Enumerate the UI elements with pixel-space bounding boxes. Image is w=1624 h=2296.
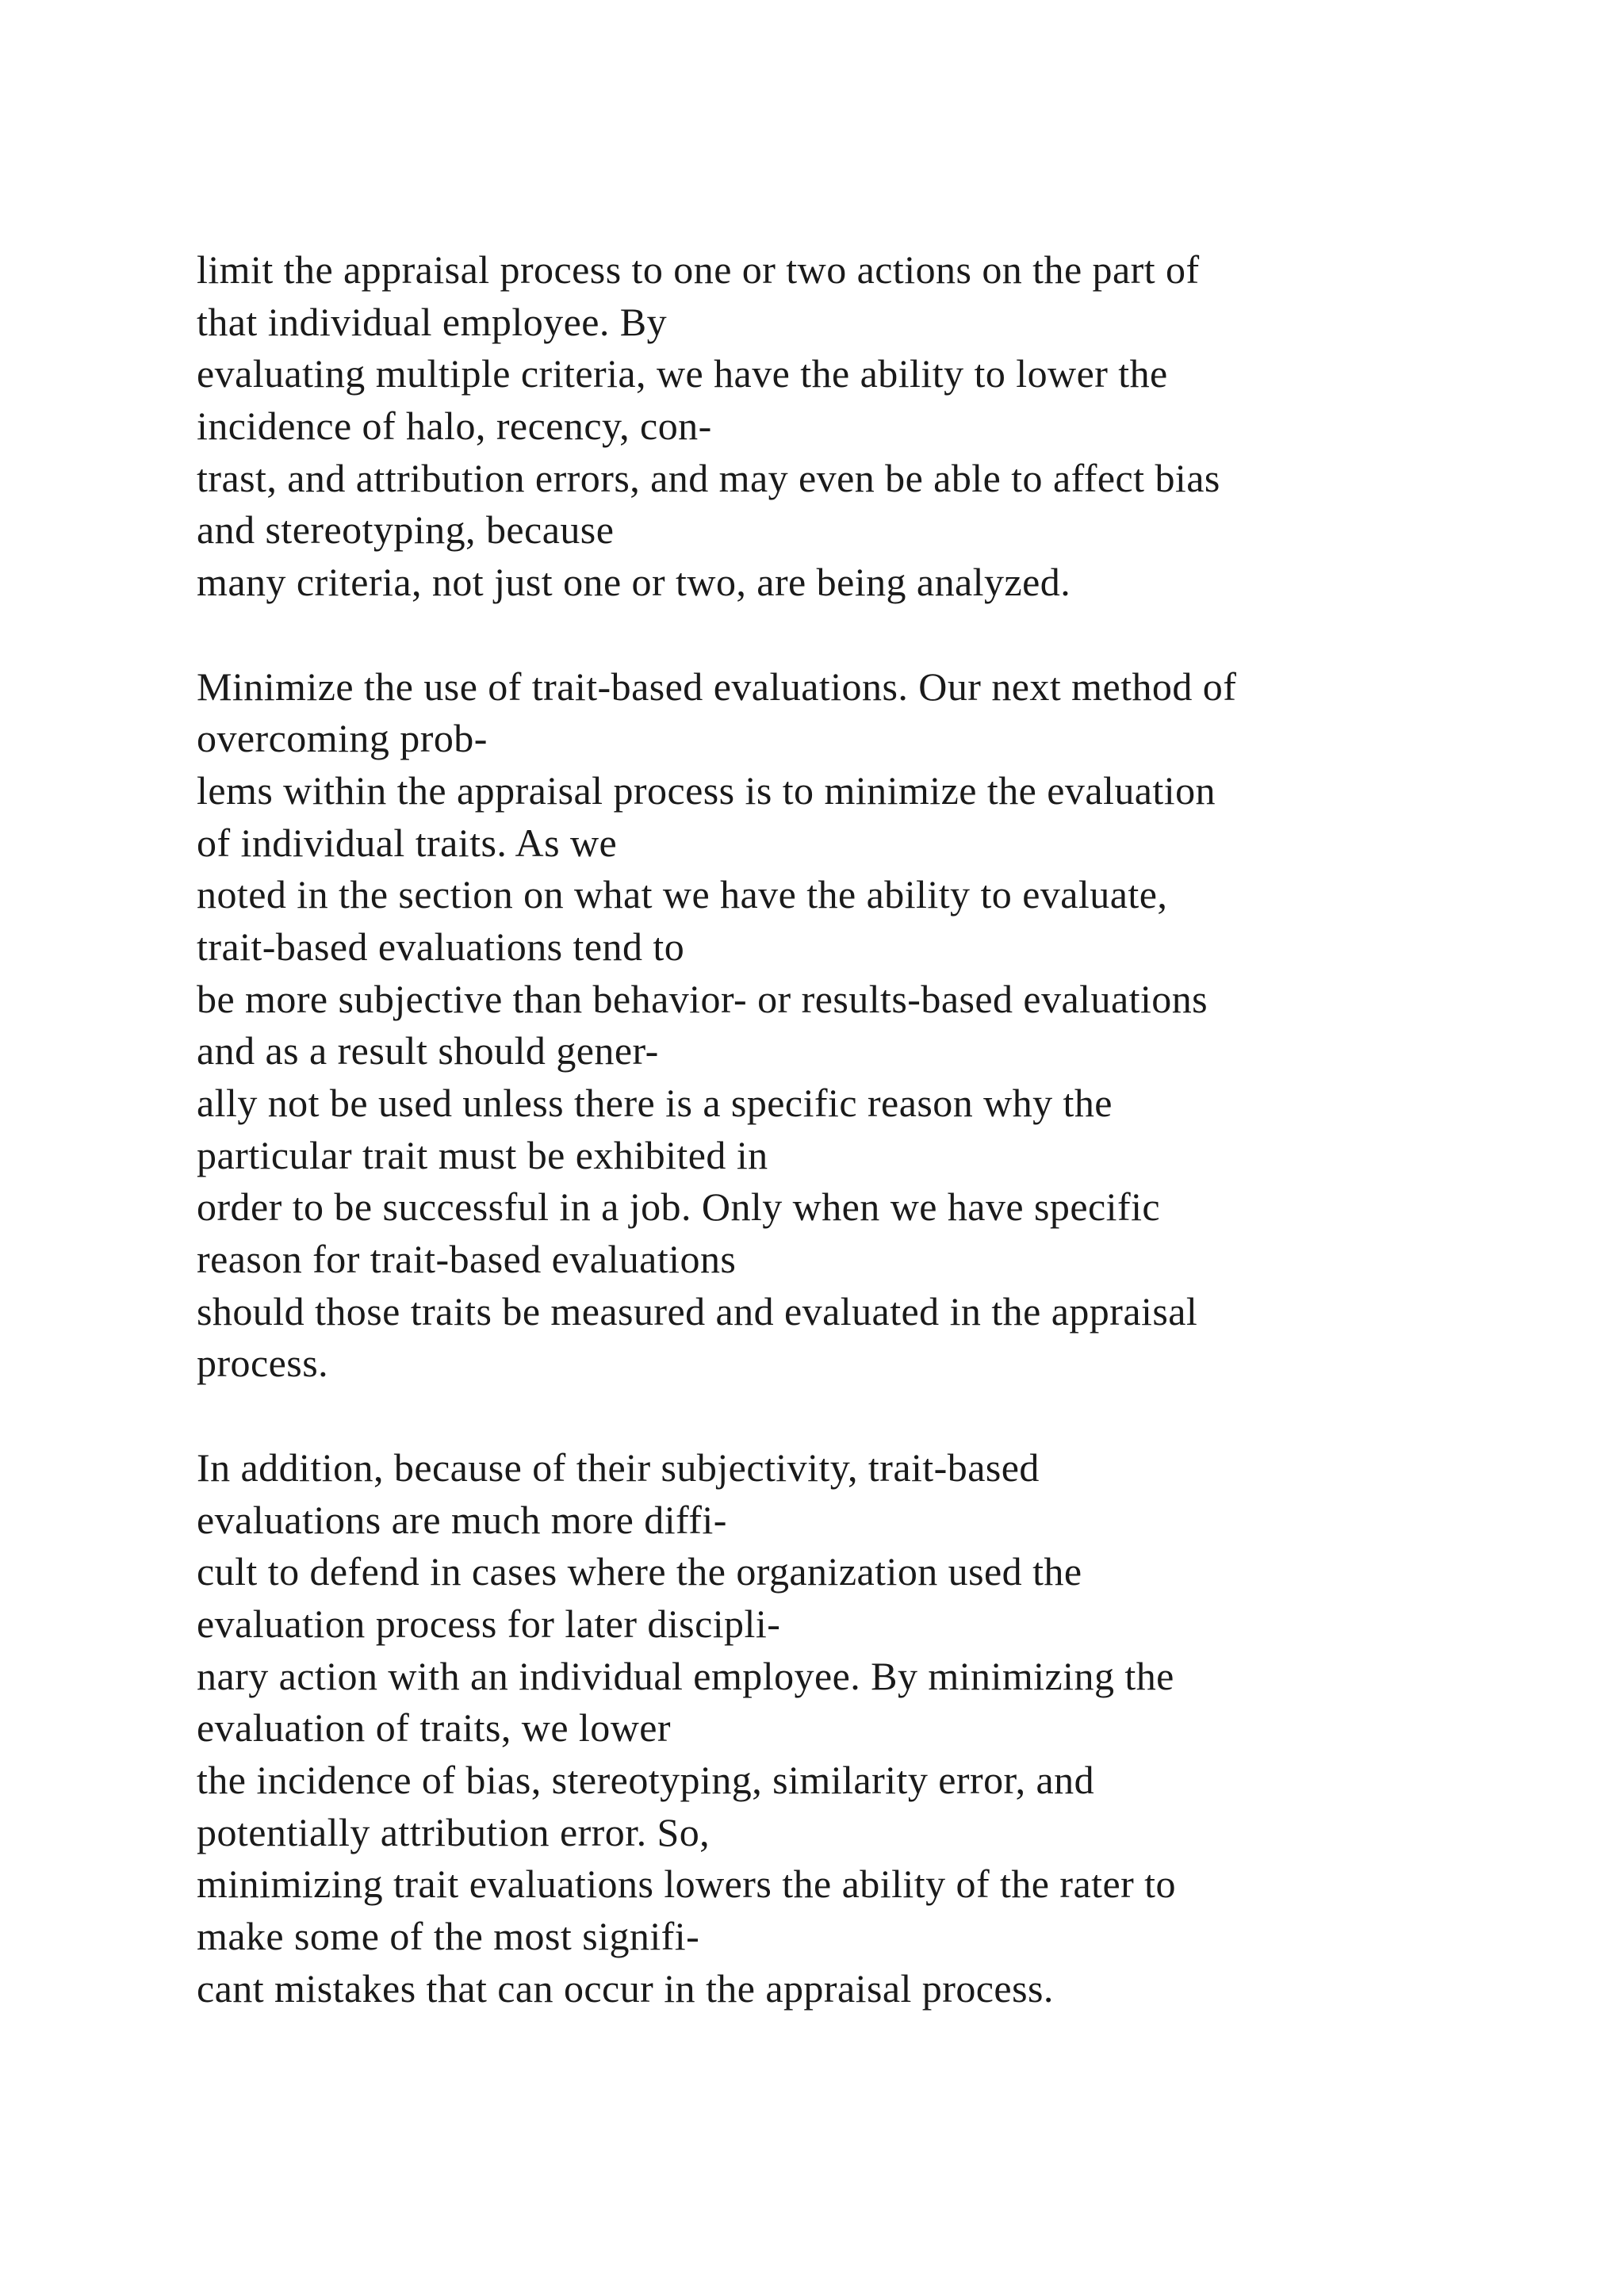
text-line: cult to defend in cases where the organization used the bbox=[197, 1549, 1082, 1594]
text-line: and stereotyping, because bbox=[197, 507, 615, 553]
text-line: that individual employee. By bbox=[197, 299, 668, 344]
text-line: ally not be used unless there is a specific reason why the bbox=[197, 1081, 1113, 1125]
text-line: Minimize the use of trait-based evaluations. Our next method of bbox=[197, 664, 1237, 709]
text-line: trast, and attribution errors, and may even be able to affect bias bbox=[197, 455, 1220, 500]
text-line: evaluation of traits, we lower bbox=[197, 1705, 672, 1751]
text-line: many criteria, not just one or two, are being analyzed. bbox=[197, 560, 1071, 605]
text-line: potentially attribution error. So, bbox=[197, 1809, 710, 1854]
text-line: In addition, because of their subjectivity, trait-based bbox=[197, 1445, 1040, 1490]
text-line: evaluations are much more diffi- bbox=[197, 1497, 727, 1542]
text-line: limit the appraisal process to one or two actions on the part of bbox=[197, 247, 1200, 292]
text-line: lems within the appraisal process is to minimize the evaluation bbox=[197, 767, 1216, 813]
text-line: be more subjective than behavior- or results-based evaluations bbox=[197, 976, 1208, 1021]
text-line: should those traits be measured and evaluated in the appraisal bbox=[197, 1288, 1198, 1334]
text-line: cant mistakes that can occur in the appraisal process. bbox=[197, 1965, 1054, 2011]
text-line: minimizing trait evaluations lowers the ability of the rater to bbox=[197, 1862, 1176, 1907]
text-line: particular trait must be exhibited in bbox=[197, 1132, 768, 1177]
text-line: noted in the section on what we have the ability to evaluate, bbox=[197, 872, 1168, 917]
text-line: order to be successful in a job. Only when we have specific bbox=[197, 1184, 1161, 1230]
text-line: of individual traits. As we bbox=[197, 820, 618, 865]
text-line: trait-based evaluations tend to bbox=[197, 924, 685, 969]
text-line: incidence of halo, recency, con- bbox=[197, 404, 712, 449]
text-line: evaluating multiple criteria, we have the ability to lower the bbox=[197, 351, 1168, 396]
paragraph-gap bbox=[197, 1390, 1592, 1442]
text-line: make some of the most signifi- bbox=[197, 1914, 700, 1958]
text-line: and as a result should gener- bbox=[197, 1028, 659, 1073]
text-line: process. bbox=[197, 1341, 329, 1386]
paragraph-gap bbox=[197, 609, 1592, 661]
text-line: overcoming prob- bbox=[197, 716, 488, 761]
text-line: evaluation process for later discipli- bbox=[197, 1601, 781, 1646]
text-line: nary action with an individual employee. By minimizing the bbox=[197, 1653, 1174, 1698]
document-body bbox=[197, 244, 1592, 2015]
text-line: reason for trait-based evaluations bbox=[197, 1237, 737, 1282]
text-line: the incidence of bias, stereotyping, similarity error, and bbox=[197, 1757, 1095, 1802]
